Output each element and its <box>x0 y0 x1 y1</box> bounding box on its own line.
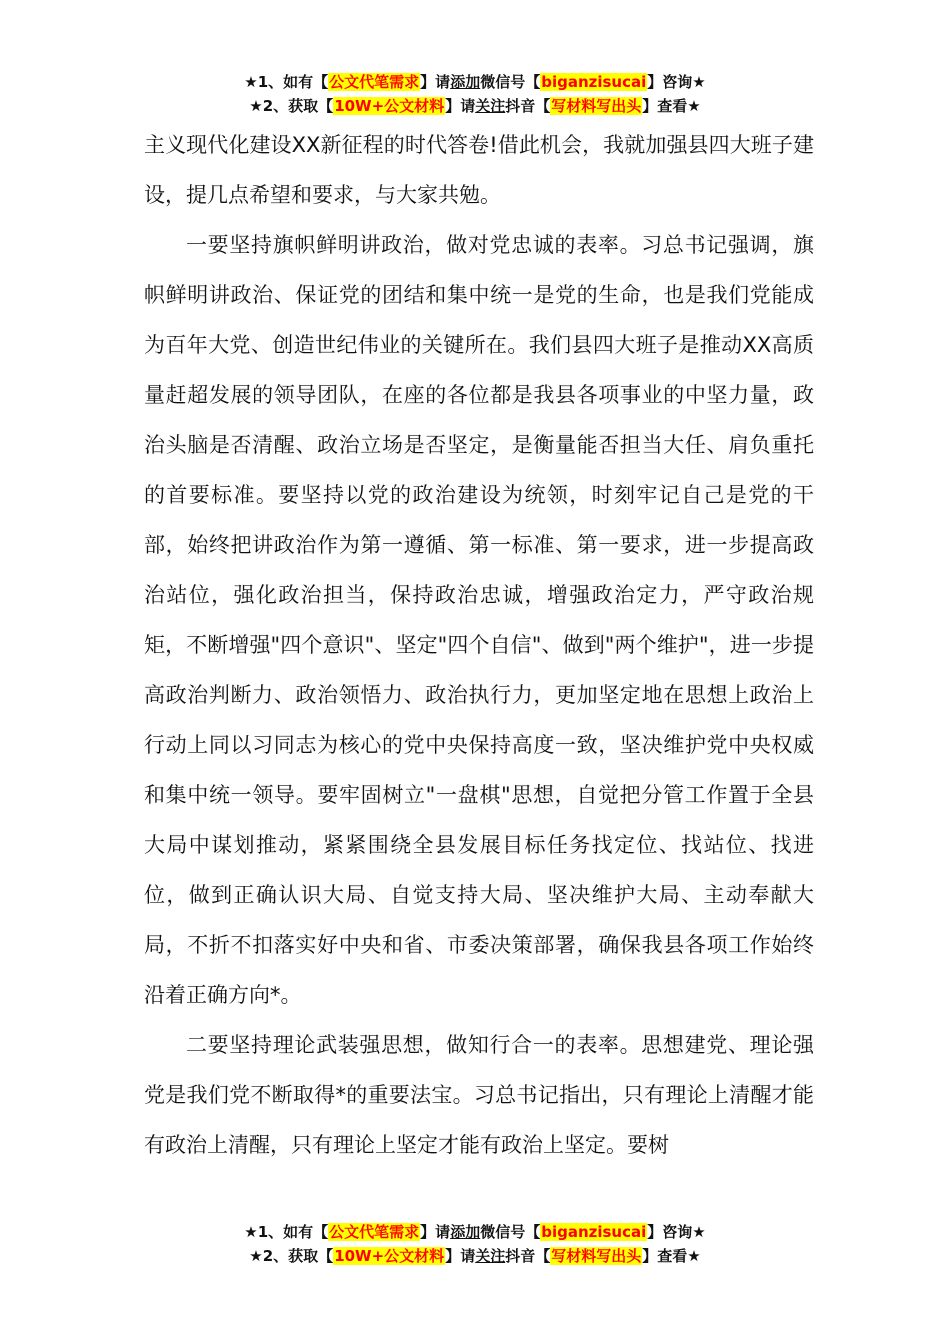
banner-highlight: 写材料写出头 <box>551 97 642 115</box>
banner-text: ★2、获取【 <box>249 1247 334 1265</box>
banner-line-1 <box>0 1220 950 1244</box>
banner-text: 抖音【 <box>505 1247 551 1265</box>
banner-text: 微信号【 <box>480 1223 541 1241</box>
banner-text: ★2、获取【 <box>249 97 334 115</box>
banner-text: 】请 <box>445 1247 476 1265</box>
banner-highlight: biganzisucai <box>541 73 647 91</box>
banner-text: 】查看★ <box>642 97 701 115</box>
banner-line-2 <box>0 1244 950 1268</box>
banner-underline: 添加 <box>450 73 481 91</box>
banner-text: 抖音【 <box>505 97 551 115</box>
banner-highlight: biganzisucai <box>541 1223 647 1241</box>
banner-highlight: 公文代笔需求 <box>329 1223 420 1241</box>
banner-underline: 关注 <box>475 1247 506 1265</box>
banner-line-1 <box>0 70 950 94</box>
footer-banner <box>0 1220 950 1268</box>
banner-line-2 <box>0 94 950 118</box>
banner-underline: 添加 <box>450 1223 481 1241</box>
banner-highlight: 写材料写出头 <box>551 1247 642 1265</box>
banner-text: 微信号【 <box>480 73 541 91</box>
banner-text: 】请 <box>445 97 476 115</box>
banner-highlight: 公文代笔需求 <box>329 73 420 91</box>
banner-text: ★1、如有【 <box>244 1223 329 1241</box>
paragraph-theory: 二要坚持理论武装强思想，做知行合一的表率。思想建党、理论强党是我们党不断取得*的重要法宝。习总书记指出，只有理论上清醒才能有政治上清醒，只有理论上坚定才能有政治上坚定。要树 <box>144 1033 814 1157</box>
banner-text: 】请 <box>420 73 451 91</box>
banner-text: ★1、如有【 <box>244 73 329 91</box>
banner-text: 】查看★ <box>642 1247 701 1265</box>
banner-underline: 关注 <box>475 97 506 115</box>
banner-highlight: 10W+公文材料 <box>334 97 445 115</box>
banner-text: 】咨询★ <box>647 1223 706 1241</box>
banner-text: 】请 <box>420 1223 451 1241</box>
banner-text: 】咨询★ <box>647 73 706 91</box>
header-banner <box>0 70 950 118</box>
paragraph-continuation: 主义现代化建设XX新征程的时代答卷!借此机会，我就加强县四大班子建设，提几点希望和要求，与大家共勉。 <box>144 133 814 207</box>
document-body <box>144 120 814 1170</box>
banner-highlight: 10W+公文材料 <box>334 1247 445 1265</box>
paragraph-politics: 一要坚持旗帜鲜明讲政治，做对党忠诚的表率。习总书记强调，旗帜鲜明讲政治、保证党的团结和集中统一是党的生命，也是我们党能成为百年大党、创造世纪伟业的关键所在。我们县四大班子是推动XX高质量赶超发展的领导团队，在座的各位都是我县各项事业的中坚力量，政治头脑是否清醒、政治立场是否坚定，是衡量能否担当大任、肩负重托的首要标准。要坚持以党的政治建设为统领，时刻牢记自己是党的干部，始终把讲政治作为第一遵循、第一标准、第一要求，进一步提高政治站位，强化政治担当，保持政治忠诚，增强政治定力，严守政治规矩，不断增强"四个意识"、坚定"四个自信"、做到"两个维护"，进一步提高政治判断力、政治领悟力、政治执行力，更加坚定地在思想上政治上行动上同以习同志为核心的党中央保持高度一致，坚决维护党中央权威和集中统一领导。要牢固树立"一盘棋"思想，自觉把分管工作置于全县大局中谋划推动，紧紧围绕全县发展目标任务找定位、找站位、找进位，做到正确认识大局、自觉支持大局、坚决维护大局、主动奉献大局，不折不扣落实好中央和省、市委决策部署，确保我县各项工作始终沿着正确方向*。 <box>144 233 814 1007</box>
